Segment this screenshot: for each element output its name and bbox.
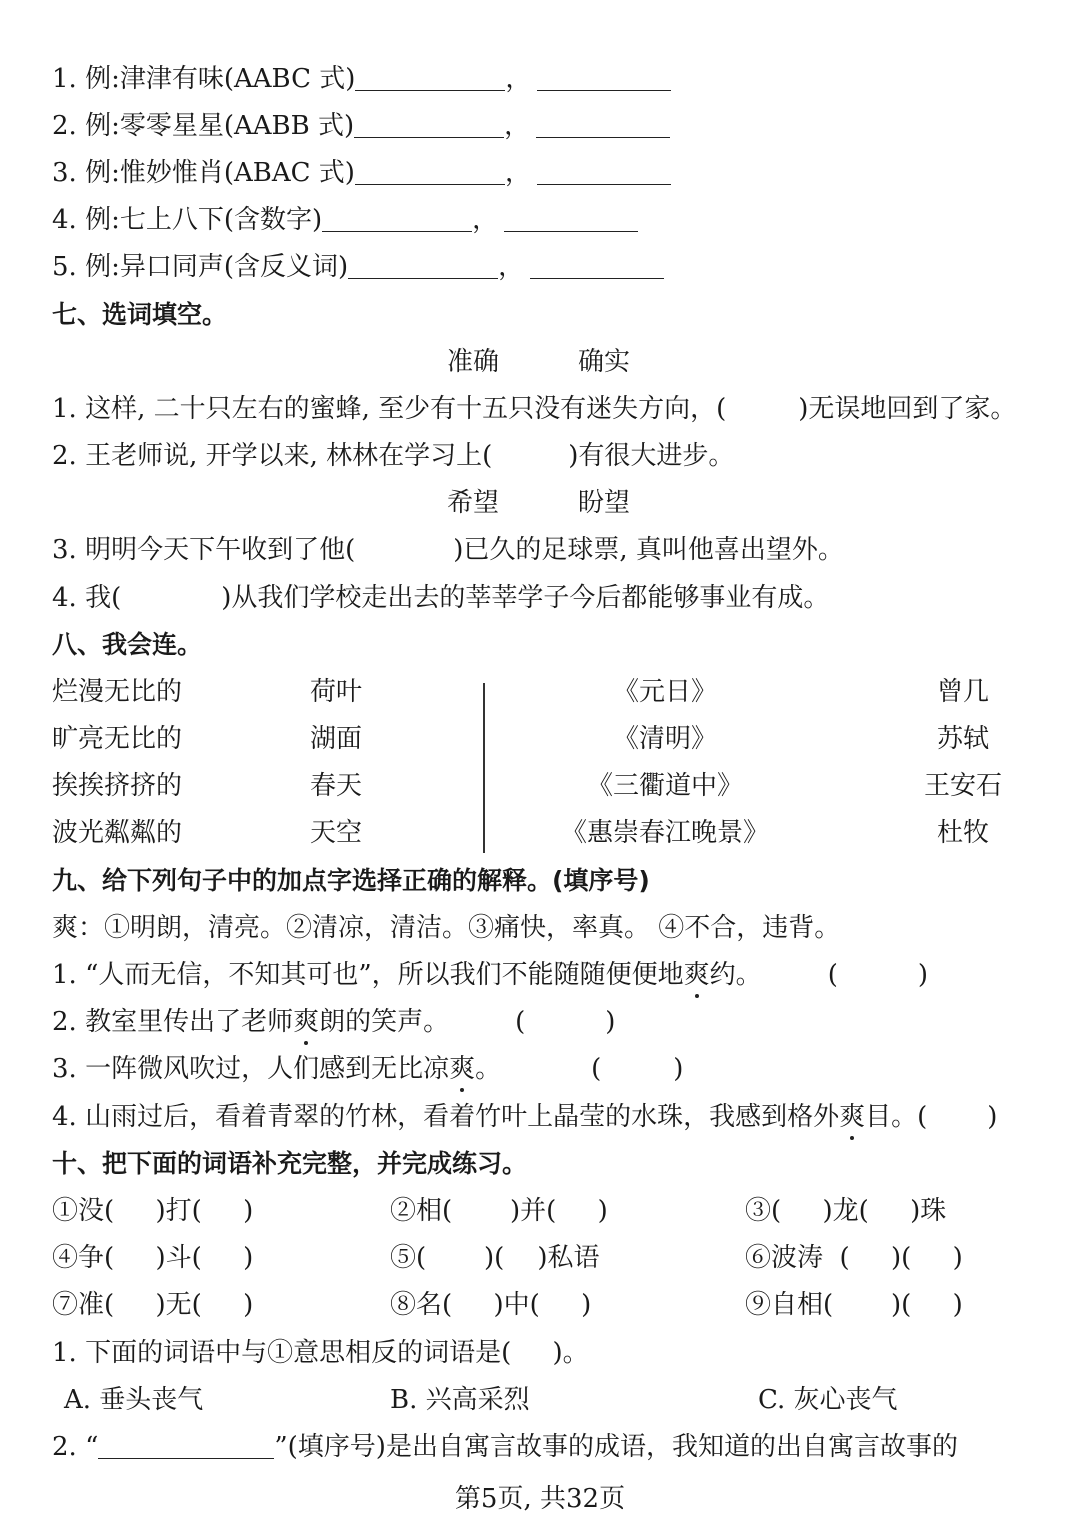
sec9-question-2: 2. 教室里传出了老师爽朗的笑声。 ( ) (52, 1007, 616, 1037)
answer-blank[interactable] (354, 111, 504, 138)
match-poet: 曾几 (936, 677, 989, 707)
idiom-blank[interactable]: ④争( )斗( ) (52, 1243, 254, 1273)
sec7-question-2: 2. 王老师说, 开学以来, 林林在学习上( )有很大进步。 (52, 441, 735, 471)
word-choice: 盼望 (578, 488, 631, 518)
word-choice: 确实 (578, 347, 631, 377)
word-item-5: 5. 例:异口同声(含反义词) ， (52, 250, 664, 284)
answer-blank[interactable] (536, 111, 670, 138)
section-7-title: 七、选词填空。 (52, 300, 228, 329)
match-left-phrase: 挨挨挤挤的 (52, 771, 183, 801)
sec7-question-1: 1. 这样, 二十只左右的蜜蜂, 至少有十五只没有迷失方向，( )无误地回到了家。 (52, 394, 1017, 424)
match-left-noun: 春天 (310, 771, 363, 801)
answer-blank[interactable] (537, 64, 671, 91)
idiom-blank[interactable]: ③( )龙( )珠 (745, 1196, 947, 1226)
dotted-char: 爽 (683, 960, 710, 990)
match-left-noun: 荷叶 (310, 677, 363, 707)
match-left-phrase: 烂漫无比的 (52, 677, 183, 707)
match-poem-title: 《清明》 (612, 724, 717, 754)
word-choice: 准确 (447, 347, 500, 377)
match-poet: 王安石 (923, 771, 1002, 801)
answer-blank[interactable] (355, 64, 505, 91)
option-a[interactable]: A. 垂头丧气 (64, 1385, 204, 1415)
match-poet: 苏轼 (936, 724, 989, 754)
sec9-question-3: 3. 一阵微风吹过，人们感到无比凉爽。 ( ) (52, 1054, 684, 1084)
match-left-noun: 天空 (310, 818, 363, 848)
idiom-blank[interactable]: ⑤( )( )私语 (390, 1243, 600, 1273)
idiom-blank[interactable]: ⑥波涛 ( )( ) (745, 1243, 963, 1273)
match-poet: 杜牧 (936, 818, 989, 848)
sec9-question-4: 4. 山雨过后，看着青翠的竹林，看着竹叶上晶莹的水珠，我感到格外爽目。( ) (52, 1102, 998, 1132)
option-b[interactable]: B. 兴高采烈 (390, 1385, 530, 1415)
sec10-question-2: 2. “ ”(填序号)是出自寓言故事的成语，我知道的出自寓言故事的 (52, 1432, 958, 1462)
match-left-phrase: 旷亮无比的 (52, 724, 183, 754)
sec9-question-1: 1. “人而无信，不知其可也”，所以我们不能随随便便地爽约。 ( ) (52, 960, 928, 990)
option-c[interactable]: C. 灰心丧气 (758, 1385, 898, 1415)
word-item-4: 4. 例:七上八下(含数字) ， (52, 203, 638, 237)
answer-blank[interactable] (530, 252, 664, 279)
idiom-blank[interactable]: ②相( )并( ) (390, 1196, 608, 1226)
dotted-char: 爽 (293, 1007, 320, 1037)
word-choice: 希望 (447, 488, 500, 518)
match-left-phrase: 波光粼粼的 (52, 818, 183, 848)
answer-blank[interactable] (98, 1432, 274, 1459)
idiom-blank[interactable]: ⑦准( )无( ) (52, 1290, 254, 1320)
dotted-char: 爽 (839, 1102, 866, 1132)
answer-blank[interactable] (504, 205, 638, 232)
dotted-char: 爽 (449, 1054, 476, 1084)
word-item-3: 3. 例:惟妙惟肖(ABAC 式) ， (52, 156, 671, 190)
answer-blank[interactable] (322, 205, 472, 232)
match-poem-title: 《三衢道中》 (586, 771, 743, 801)
answer-blank[interactable] (348, 252, 498, 279)
section-10-title: 十、把下面的词语补充完整，并完成练习。 (52, 1149, 528, 1178)
match-left-noun: 湖面 (310, 724, 363, 754)
definitions: 爽：①明朗，清亮。②清凉，清洁。③痛快，率真。 ④不合，违背。 (52, 913, 841, 943)
section-8-title: 八、我会连。 (52, 630, 203, 659)
word-item-1: 1. 例:津津有味(AABC 式) ， (52, 62, 671, 96)
sec7-question-4: 4. 我( )从我们学校走出去的莘莘学子今后都能够事业有成。 (52, 583, 830, 613)
answer-blank[interactable] (355, 158, 505, 185)
idiom-blank[interactable]: ⑨自相( )( ) (745, 1290, 963, 1320)
idiom-blank[interactable]: ⑧名( )中( ) (390, 1290, 592, 1320)
idiom-blank[interactable]: ①没( )打( ) (52, 1196, 254, 1226)
match-poem-title: 《惠崇春江晚景》 (560, 818, 769, 848)
answer-blank[interactable] (537, 158, 671, 185)
sec10-question-1: 1. 下面的词语中与①意思相反的词语是( )。 (52, 1338, 589, 1368)
match-poem-title: 《元日》 (612, 677, 717, 707)
divider-line (483, 683, 485, 853)
section-9-title: 九、给下列句子中的加点字选择正确的解释。(填序号) (52, 866, 650, 895)
sec7-question-3: 3. 明明今天下午收到了他( )已久的足球票, 真叫他喜出望外。 (52, 535, 844, 565)
word-item-2: 2. 例:零零星星(AABB 式) ， (52, 109, 670, 143)
page-footer: 第5页, 共32页 (454, 1484, 626, 1514)
